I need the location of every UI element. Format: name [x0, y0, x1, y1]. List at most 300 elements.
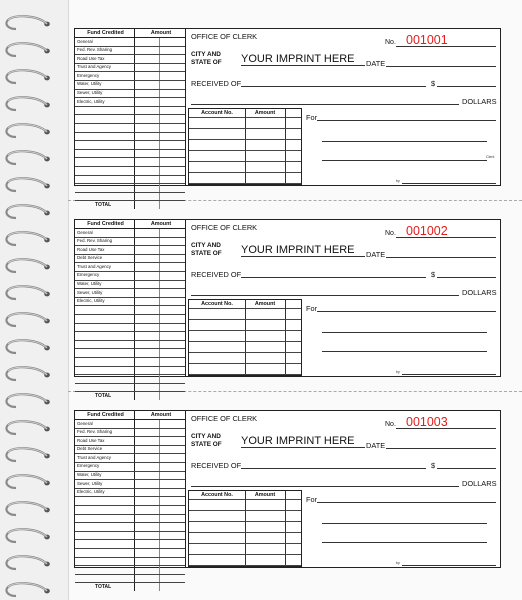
imprint-text: YOUR IMPRINT HERE	[241, 244, 355, 256]
fund-cents-cell[interactable]	[160, 271, 185, 280]
fund-row	[75, 306, 185, 315]
fund-name	[75, 141, 135, 150]
fund-cents-cell[interactable]	[160, 548, 185, 557]
fund-row	[75, 141, 185, 150]
account-row-line	[189, 172, 301, 173]
spiral-ring	[6, 205, 49, 218]
account-row-line	[189, 319, 301, 320]
fund-cents-cell[interactable]	[160, 306, 185, 315]
amount-header: Amount	[135, 411, 186, 420]
fund-amount-cell[interactable]	[135, 141, 160, 150]
fund-row	[75, 254, 185, 263]
fund-cents-cell[interactable]	[160, 229, 185, 238]
total-amount-cell[interactable]	[135, 201, 160, 209]
fund-cents-cell[interactable]	[160, 557, 185, 566]
fund-cents-cell[interactable]	[160, 531, 185, 540]
fund-cents-cell[interactable]	[160, 323, 185, 332]
number-label: No.	[385, 230, 396, 237]
fund-cents-cell[interactable]	[160, 566, 185, 575]
fund-amount-cell[interactable]	[135, 531, 160, 540]
fund-cents-cell[interactable]	[160, 98, 185, 107]
fund-amount-cell[interactable]	[135, 263, 160, 272]
dollar-sign: $	[431, 79, 436, 88]
dollars-label: DOLLARS	[462, 479, 497, 488]
fund-cents-cell[interactable]	[160, 38, 185, 47]
fund-amount-cell[interactable]	[135, 55, 160, 64]
spiral-ring	[6, 475, 49, 488]
fund-amount-cell[interactable]	[135, 158, 160, 167]
fund-name: Debt Service	[75, 254, 135, 263]
fund-cents-cell[interactable]	[160, 280, 185, 289]
fund-cents-cell[interactable]	[160, 574, 185, 583]
fund-amount-cell[interactable]	[135, 557, 160, 566]
fund-amount-cell[interactable]	[135, 540, 160, 549]
spiral-ring	[6, 151, 49, 164]
fund-row	[75, 437, 185, 446]
fund-credited-table	[74, 410, 186, 590]
fund-cents-cell[interactable]	[160, 497, 185, 506]
fund-name: Road Use Tax	[75, 437, 135, 446]
fund-cents-cell[interactable]	[160, 428, 185, 437]
fund-cents-cell[interactable]	[160, 375, 185, 384]
fund-row	[75, 184, 185, 193]
spiral-ring	[6, 502, 49, 515]
fund-name	[75, 149, 135, 158]
clerk-line	[322, 542, 487, 543]
by-line	[402, 565, 496, 566]
account-row-line	[189, 374, 301, 375]
fund-name: Fed. Rev. Sharing	[75, 237, 135, 246]
total-cents-cell[interactable]	[160, 583, 185, 591]
spiral-ring	[6, 421, 49, 434]
fund-row	[75, 263, 185, 272]
total-cents-cell[interactable]	[160, 201, 185, 209]
total-row	[75, 583, 185, 591]
spiral-ring	[6, 583, 49, 596]
fund-amount-cell[interactable]	[135, 46, 160, 55]
account-row-line	[189, 161, 301, 162]
fund-name: Emergency	[75, 462, 135, 471]
total-row	[75, 201, 185, 209]
for-label: For	[306, 495, 318, 504]
fund-cents-cell[interactable]	[160, 332, 185, 341]
receipt-number: 001001	[406, 33, 448, 47]
fund-cents-cell[interactable]	[160, 366, 185, 375]
fund-amount-cell[interactable]	[135, 420, 160, 429]
amount-header: Amount	[135, 220, 186, 229]
fund-amount-cell[interactable]	[135, 332, 160, 341]
fund-amount-cell[interactable]	[135, 445, 160, 454]
account-row-line	[189, 543, 301, 544]
fund-name	[75, 192, 135, 201]
fund-cents-cell[interactable]	[160, 184, 185, 193]
spiral-ring	[6, 394, 49, 407]
fund-amount-cell[interactable]	[135, 297, 160, 306]
account-row-line	[189, 352, 301, 353]
fund-cents-cell[interactable]	[160, 46, 185, 55]
fund-cents-cell[interactable]	[160, 454, 185, 463]
date-label: DATE	[366, 250, 386, 259]
fund-cents-cell[interactable]	[160, 462, 185, 471]
fund-cents-cell[interactable]	[160, 80, 185, 89]
fund-row	[75, 548, 185, 557]
spiral-ring	[6, 367, 49, 380]
receipt-number: 001003	[406, 415, 448, 429]
fund-row	[75, 55, 185, 64]
fund-cents-cell[interactable]	[160, 505, 185, 514]
fund-amount-cell[interactable]	[135, 574, 160, 583]
imprint-text: YOUR IMPRINT HERE	[241, 435, 355, 447]
fund-name	[75, 497, 135, 506]
fund-cents-cell[interactable]	[160, 263, 185, 272]
for-line-2	[322, 141, 487, 142]
account-row-line	[189, 341, 301, 342]
fund-cents-cell[interactable]	[160, 158, 185, 167]
fund-row	[75, 383, 185, 392]
fund-row	[75, 271, 185, 280]
total-amount-cell[interactable]	[135, 583, 160, 591]
received-of-label: RECEIVED OF	[191, 79, 242, 88]
fund-cents-cell[interactable]	[160, 540, 185, 549]
fund-name: Trust and Agency	[75, 263, 135, 272]
fund-credited-header: Fund Credited	[75, 411, 135, 420]
fund-row	[75, 566, 185, 575]
fund-row	[75, 514, 185, 523]
fund-cents-cell[interactable]	[160, 349, 185, 358]
fund-row	[75, 123, 185, 132]
total-label: TOTAL	[95, 201, 112, 208]
number-label: No.	[385, 421, 396, 428]
date-line	[386, 257, 496, 258]
fund-row	[75, 366, 185, 375]
fund-amount-cell[interactable]	[135, 166, 160, 175]
fund-amount-cell[interactable]	[135, 98, 160, 107]
fund-credited-table	[74, 219, 186, 399]
spiral-ring	[6, 97, 49, 110]
fund-amount-cell[interactable]	[135, 523, 160, 532]
receipt-number: 001002	[406, 224, 448, 238]
fund-row	[75, 229, 185, 238]
by-line	[402, 374, 496, 375]
dollars-label: DOLLARS	[462, 288, 497, 297]
city-state-label-1: CITY AND	[191, 242, 221, 249]
imprint-line	[241, 256, 365, 257]
fund-name	[75, 574, 135, 583]
fund-amount-cell[interactable]	[135, 289, 160, 298]
date-line	[386, 66, 496, 67]
fund-cents-cell[interactable]	[160, 488, 185, 497]
fund-cents-cell[interactable]	[160, 149, 185, 158]
fund-amount-cell[interactable]	[135, 271, 160, 280]
clerk-line	[322, 351, 487, 352]
fund-cents-cell[interactable]	[160, 437, 185, 446]
fund-cents-cell[interactable]	[160, 357, 185, 366]
total-cents-cell[interactable]	[160, 392, 185, 400]
dollar-sign: $	[431, 461, 436, 470]
fund-amount-cell[interactable]	[135, 437, 160, 446]
spiral-ring	[6, 16, 49, 29]
fund-cents-cell[interactable]	[160, 314, 185, 323]
fund-amount-cell[interactable]	[135, 366, 160, 375]
fund-cents-cell[interactable]	[160, 175, 185, 184]
receipt-main	[186, 28, 501, 186]
amount-line	[437, 468, 496, 469]
amount-header: Amount	[135, 29, 186, 38]
fund-name: Water, Utility	[75, 80, 135, 89]
fund-amount-cell[interactable]	[135, 115, 160, 124]
account-row-line	[189, 521, 301, 522]
fund-amount-cell[interactable]	[135, 254, 160, 263]
by-line	[402, 183, 496, 184]
fund-row	[75, 557, 185, 566]
fund-name: General	[75, 229, 135, 238]
receipt-main	[186, 219, 501, 377]
account-row-line	[189, 183, 301, 184]
fund-amount-cell[interactable]	[135, 149, 160, 158]
fund-row	[75, 314, 185, 323]
fund-amount-cell[interactable]	[135, 89, 160, 98]
fund-row	[75, 357, 185, 366]
fund-name: Sewer, Utility	[75, 480, 135, 489]
fund-row	[75, 471, 185, 480]
fund-row	[75, 428, 185, 437]
fund-cents-cell[interactable]	[160, 192, 185, 201]
fund-name	[75, 540, 135, 549]
amount-line	[437, 86, 496, 87]
fund-cents-cell[interactable]	[160, 72, 185, 81]
fund-amount-cell[interactable]	[135, 106, 160, 115]
fund-cents-cell[interactable]	[160, 106, 185, 115]
fund-amount-cell[interactable]	[135, 357, 160, 366]
fund-row	[75, 340, 185, 349]
fund-row	[75, 246, 185, 255]
account-row-line	[189, 532, 301, 533]
account-amount-header: Amount	[254, 301, 276, 307]
fund-name: Emergency	[75, 72, 135, 81]
spiral-ring	[6, 178, 49, 191]
fund-name	[75, 166, 135, 175]
fund-cents-cell[interactable]	[160, 132, 185, 141]
for-label: For	[306, 304, 318, 313]
fund-name: Fed. Rev. Sharing	[75, 428, 135, 437]
for-line	[317, 502, 496, 503]
spiral-ring	[6, 529, 49, 542]
date-label: DATE	[366, 59, 386, 68]
fund-amount-cell[interactable]	[135, 72, 160, 81]
fund-amount-cell[interactable]	[135, 480, 160, 489]
fund-row	[75, 38, 185, 47]
fund-row	[75, 349, 185, 358]
fund-cents-cell[interactable]	[160, 445, 185, 454]
fund-name	[75, 323, 135, 332]
by-label: by	[396, 179, 400, 183]
fund-cents-cell[interactable]	[160, 340, 185, 349]
fund-cents-cell[interactable]	[160, 89, 185, 98]
fund-row	[75, 574, 185, 583]
fund-name	[75, 115, 135, 124]
fund-cents-cell[interactable]	[160, 297, 185, 306]
fund-cents-cell[interactable]	[160, 166, 185, 175]
account-row-line	[189, 139, 301, 140]
fund-amount-cell[interactable]	[135, 462, 160, 471]
fund-row	[75, 531, 185, 540]
office-label: OFFICE OF CLERK	[191, 414, 258, 423]
fund-amount-cell[interactable]	[135, 280, 160, 289]
clerk-label: Clerk	[486, 155, 495, 159]
fund-amount-cell[interactable]	[135, 175, 160, 184]
fund-cents-cell[interactable]	[160, 63, 185, 72]
fund-amount-cell[interactable]	[135, 184, 160, 193]
date-line	[386, 448, 496, 449]
fund-cents-cell[interactable]	[160, 123, 185, 132]
fund-name: Fed. Rev. Sharing	[75, 46, 135, 55]
fund-amount-cell[interactable]	[135, 505, 160, 514]
fund-amount-cell[interactable]	[135, 514, 160, 523]
fund-row	[75, 497, 185, 506]
fund-name	[75, 314, 135, 323]
imprint-text: YOUR IMPRINT HERE	[241, 53, 355, 65]
fund-amount-cell[interactable]	[135, 566, 160, 575]
fund-amount-cell[interactable]	[135, 80, 160, 89]
fund-row	[75, 158, 185, 167]
fund-name: Trust and Agency	[75, 454, 135, 463]
spiral-ring	[6, 259, 49, 272]
fund-row	[75, 505, 185, 514]
fund-name	[75, 106, 135, 115]
date-label: DATE	[366, 441, 386, 450]
total-row	[75, 392, 185, 400]
fund-name	[75, 566, 135, 575]
account-row-line	[189, 363, 301, 364]
received-of-line	[241, 468, 426, 469]
total-amount-cell[interactable]	[135, 392, 160, 400]
fund-cents-cell[interactable]	[160, 480, 185, 489]
fund-name: Debt Service	[75, 445, 135, 454]
fund-cents-cell[interactable]	[160, 141, 185, 150]
spiral-ring	[6, 43, 49, 56]
fund-cents-cell[interactable]	[160, 383, 185, 392]
fund-row	[75, 46, 185, 55]
fund-row	[75, 420, 185, 429]
fund-name	[75, 514, 135, 523]
fund-name: General	[75, 38, 135, 47]
by-label: by	[396, 370, 400, 374]
receipt-form-3	[74, 410, 501, 590]
fund-row	[75, 454, 185, 463]
fund-row	[75, 175, 185, 184]
fund-amount-cell[interactable]	[135, 349, 160, 358]
fund-amount-cell[interactable]	[135, 428, 160, 437]
office-label: OFFICE OF CLERK	[191, 223, 258, 232]
fund-name	[75, 375, 135, 384]
fund-cents-cell[interactable]	[160, 246, 185, 255]
fund-name: Sewer, Utility	[75, 289, 135, 298]
fund-name	[75, 175, 135, 184]
fund-amount-cell[interactable]	[135, 488, 160, 497]
fund-name: Sewer, Utility	[75, 89, 135, 98]
city-state-label-2: STATE OF	[191, 250, 222, 257]
fund-amount-cell[interactable]	[135, 63, 160, 72]
fund-cents-cell[interactable]	[160, 237, 185, 246]
fund-name	[75, 531, 135, 540]
fund-amount-cell[interactable]	[135, 229, 160, 238]
account-amount-header: Amount	[254, 492, 276, 498]
fund-cents-cell[interactable]	[160, 55, 185, 64]
received-of-line	[241, 86, 426, 87]
received-of-label: RECEIVED OF	[191, 270, 242, 279]
dollar-sign: $	[431, 270, 436, 279]
fund-name	[75, 340, 135, 349]
fund-credited-header: Fund Credited	[75, 220, 135, 229]
fund-amount-cell[interactable]	[135, 192, 160, 201]
fund-name	[75, 132, 135, 141]
fund-amount-cell[interactable]	[135, 246, 160, 255]
fund-amount-cell[interactable]	[135, 306, 160, 315]
for-line	[317, 311, 496, 312]
fund-name	[75, 505, 135, 514]
fund-name: General	[75, 420, 135, 429]
for-line	[317, 120, 496, 121]
fund-amount-cell[interactable]	[135, 383, 160, 392]
fund-cents-cell[interactable]	[160, 289, 185, 298]
fund-name: Water, Utility	[75, 280, 135, 289]
receipt-main	[186, 410, 501, 568]
fund-amount-cell[interactable]	[135, 454, 160, 463]
spiral-ring	[6, 340, 49, 353]
dollars-label: DOLLARS	[462, 97, 497, 106]
fund-amount-cell[interactable]	[135, 471, 160, 480]
city-state-label-2: STATE OF	[191, 59, 222, 66]
fund-name	[75, 332, 135, 341]
account-row-line	[189, 554, 301, 555]
account-row-line	[189, 128, 301, 129]
fund-row	[75, 89, 185, 98]
fund-amount-cell[interactable]	[135, 123, 160, 132]
fund-row	[75, 72, 185, 81]
fund-amount-cell[interactable]	[135, 497, 160, 506]
fund-cents-cell[interactable]	[160, 523, 185, 532]
fund-cents-cell[interactable]	[160, 471, 185, 480]
fund-name	[75, 357, 135, 366]
account-row-line	[189, 510, 301, 511]
fund-cents-cell[interactable]	[160, 115, 185, 124]
fund-amount-cell[interactable]	[135, 237, 160, 246]
account-row-line	[189, 565, 301, 566]
fund-name	[75, 548, 135, 557]
fund-row	[75, 280, 185, 289]
fund-cents-cell[interactable]	[160, 514, 185, 523]
fund-cents-cell[interactable]	[160, 254, 185, 263]
fund-amount-cell[interactable]	[135, 38, 160, 47]
fund-name	[75, 366, 135, 375]
fund-row	[75, 192, 185, 201]
fund-amount-cell[interactable]	[135, 548, 160, 557]
fund-name	[75, 123, 135, 132]
account-no-header: Account No.	[201, 110, 233, 116]
fund-amount-cell[interactable]	[135, 314, 160, 323]
fund-name	[75, 349, 135, 358]
fund-amount-cell[interactable]	[135, 340, 160, 349]
fund-amount-cell[interactable]	[135, 323, 160, 332]
fund-cents-cell[interactable]	[160, 420, 185, 429]
fund-row	[75, 289, 185, 298]
spiral-ring	[6, 232, 49, 245]
fund-row	[75, 106, 185, 115]
fund-amount-cell[interactable]	[135, 132, 160, 141]
spiral-binding	[0, 0, 60, 600]
fund-row	[75, 237, 185, 246]
fund-amount-cell[interactable]	[135, 375, 160, 384]
